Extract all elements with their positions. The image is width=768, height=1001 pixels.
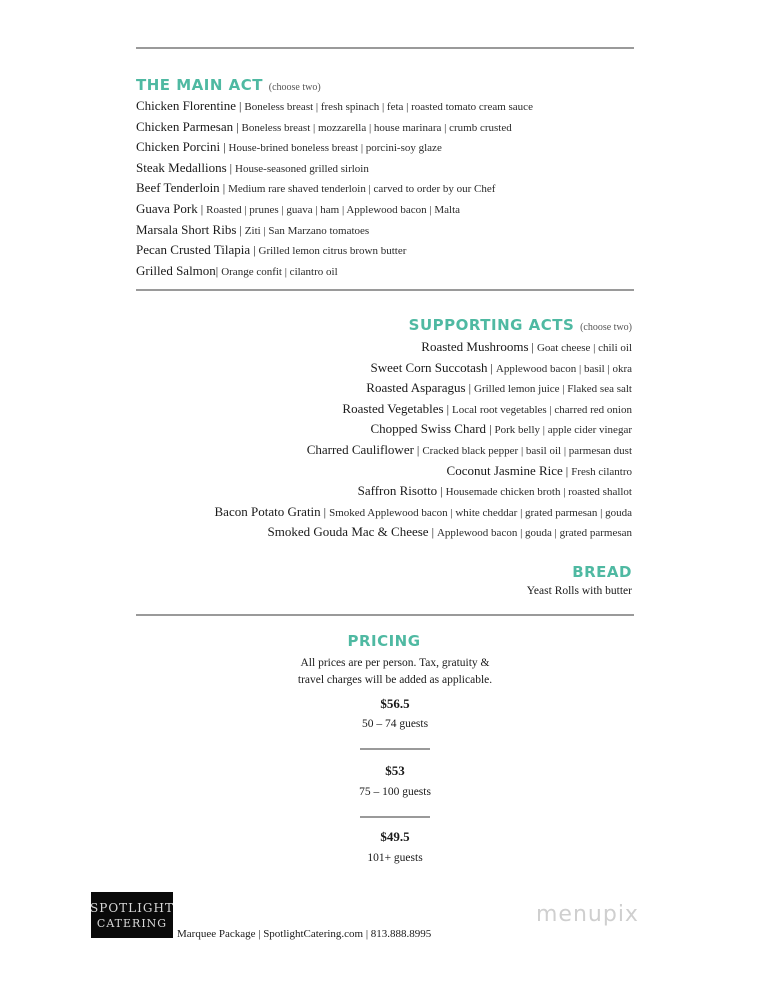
dish-name: Marsala Short Ribs [136, 221, 237, 237]
dish-desc: Boneless breast | mozzarella | house marinara | crumb crusted [241, 121, 512, 134]
main-act-heading [136, 76, 321, 94]
pricing-note-line1: All prices are per person. Tax, gratuity & [300, 657, 490, 669]
list-item: Bacon Potato Gratin | Smoked Applewood bacon | white cheddar | grated parmesan | gouda [214, 503, 632, 519]
dish-name: Chicken Florentine [136, 98, 237, 113]
supporting-acts-list [215, 337, 632, 543]
price-tier-2: $53 [385, 763, 405, 778]
side-desc: Goat cheese | chili oil [536, 342, 632, 354]
supporting-acts-title: SUPPORTING ACTS [408, 316, 575, 334]
dish-name: Chicken Parmesan [136, 118, 234, 134]
list-item: Roasted Asparagus | Grilled lemon juice | Flaked sea salt [366, 380, 632, 396]
price-tier-1: $56.5 [380, 696, 410, 711]
menupix-watermark: menupix [536, 902, 639, 927]
side-name: Charred Cauliflower [306, 441, 414, 457]
side-desc: Housemade chicken broth | roasted shallot [445, 486, 632, 499]
pricing-note-line2: travel charges will be added as applicable. [297, 674, 493, 686]
pricing-heading: PRICING [347, 632, 421, 650]
tier-divider [360, 748, 430, 750]
main-act-note: (choose two) [268, 82, 321, 93]
side-desc: Local root vegetables | charred red onion [452, 403, 632, 416]
divider-before-pricing [136, 614, 634, 616]
side-name: Roasted Mushrooms [421, 339, 529, 354]
list-item: Coconut Jasmine Rice | Fresh cilantro [446, 462, 632, 478]
dish-desc: Grilled lemon citrus brown butter [258, 245, 407, 258]
list-item: Marsala Short Ribs | Ziti | San Marzano tomatoes [136, 221, 370, 237]
list-item: Roasted Vegetables | Local root vegetables | charred red onion [342, 400, 632, 416]
side-name: Roasted Asparagus [366, 380, 466, 396]
spotlight-catering-logo [91, 892, 173, 938]
list-item: Chopped Swiss Chard | Pork belly | apple cider vinegar [370, 421, 632, 437]
dish-name: Pecan Crusted Tilapia [136, 242, 251, 258]
dish-desc: House-brined boneless breast | porcini-soy glaze [228, 142, 442, 155]
list-item: Grilled Salmon| Orange confit | cilantro oil [136, 262, 338, 278]
side-desc: Pork belly | apple cider vinegar [494, 424, 632, 437]
side-desc: Grilled lemon juice | Flaked sea salt [474, 383, 632, 396]
side-name: Coconut Jasmine Rice [446, 462, 563, 478]
list-item: Saffron Risotto | Housemade chicken broth | roasted shallot [357, 483, 632, 499]
side-desc: Fresh cilantro [571, 465, 632, 478]
dish-desc: Ziti | San Marzano tomatoes [244, 224, 370, 237]
list-item: Chicken Parmesan | Boneless breast | mozzarella | house marinara | crumb crusted [136, 118, 512, 134]
dish-desc: House-seasoned grilled sirloin [235, 162, 369, 175]
dish-name: Steak Medallions [136, 159, 227, 175]
dish-name: Chicken Porcini [136, 139, 221, 155]
list-item: Steak Medallions | House-seasoned grilled sirloin [136, 159, 369, 175]
dish-name: Beef Tenderloin [136, 180, 220, 196]
list-item: Pecan Crusted Tilapia | Grilled lemon citrus brown butter [136, 242, 407, 258]
dish-desc: Roasted | prunes | guava | ham | Applewood bacon | Malta [206, 203, 461, 216]
side-desc: Applewood bacon | basil | okra [495, 362, 632, 375]
list-item: Sweet Corn Succotash | Applewood bacon | basil | okra [370, 359, 632, 375]
list-item: Guava Pork | Roasted | prunes | guava | ham | Applewood bacon | Malta [136, 200, 461, 216]
side-name: Sweet Corn Succotash [370, 359, 488, 375]
side-desc: Cracked black pepper | basil oil | parmesan dust [422, 444, 632, 457]
dish-desc: Medium rare shaved tenderloin | carved to order by our Chef [228, 183, 496, 196]
guests-tier-2: 75 – 100 guests [359, 786, 431, 798]
side-name: Smoked Gouda Mac & Cheese [267, 524, 429, 540]
side-name: Chopped Swiss Chard [370, 421, 487, 437]
price-tier-3: $49.5 [380, 829, 410, 844]
tier-divider [360, 816, 430, 818]
list-item: Charred Cauliflower | Cracked black pepper | basil oil | parmesan dust [306, 441, 632, 457]
pricing-note [260, 655, 530, 689]
guests-tier-1: 50 – 74 guests [361, 718, 429, 730]
list-item: Smoked Gouda Mac & Cheese | Applewood bacon | gouda | grated parmesan [267, 524, 632, 540]
list-item: Roasted Mushrooms | Goat cheese | chili oil [421, 339, 632, 354]
side-desc: Applewood bacon | gouda | grated parmesan [436, 527, 632, 540]
bread-heading: BREAD [572, 563, 632, 581]
side-name: Saffron Risotto [357, 483, 438, 499]
list-item: Beef Tenderloin | Medium rare shaved tenderloin | carved to order by our Chef [136, 180, 496, 196]
logo-line2: CATERING [96, 916, 168, 930]
top-divider [136, 47, 634, 49]
guests-tier-3: 101+ guests [367, 852, 423, 864]
side-desc: Smoked Applewood bacon | white cheddar | grated parmesan | gouda [329, 506, 632, 519]
bread-text: Yeast Rolls with butter [526, 585, 632, 597]
list-item: Chicken Porcini | House-brined boneless breast | porcini-soy glaze [136, 139, 442, 155]
supporting-acts-heading [409, 316, 632, 334]
main-act-title: THE MAIN ACT [136, 76, 263, 94]
dish-name: Grilled Salmon [136, 262, 216, 278]
divider-after-main [136, 289, 634, 291]
supporting-acts-note: (choose two) [580, 322, 632, 333]
dish-name: Guava Pork [136, 200, 198, 216]
list-item: Chicken Florentine | Boneless breast | fresh spinach | feta | roasted tomato cream sauce [136, 98, 533, 113]
footer-text: Marquee Package | SpotlightCatering.com | 813.888.8995 [177, 928, 432, 940]
dish-desc: Orange confit | cilantro oil [221, 265, 338, 278]
side-name: Bacon Potato Gratin [214, 503, 321, 519]
main-act-list [136, 96, 533, 281]
logo-line1: SPOTLIGHT [90, 900, 174, 915]
side-name: Roasted Vegetables [342, 400, 444, 416]
dish-desc: Boneless breast | fresh spinach | feta | roasted tomato cream sauce [244, 101, 533, 113]
